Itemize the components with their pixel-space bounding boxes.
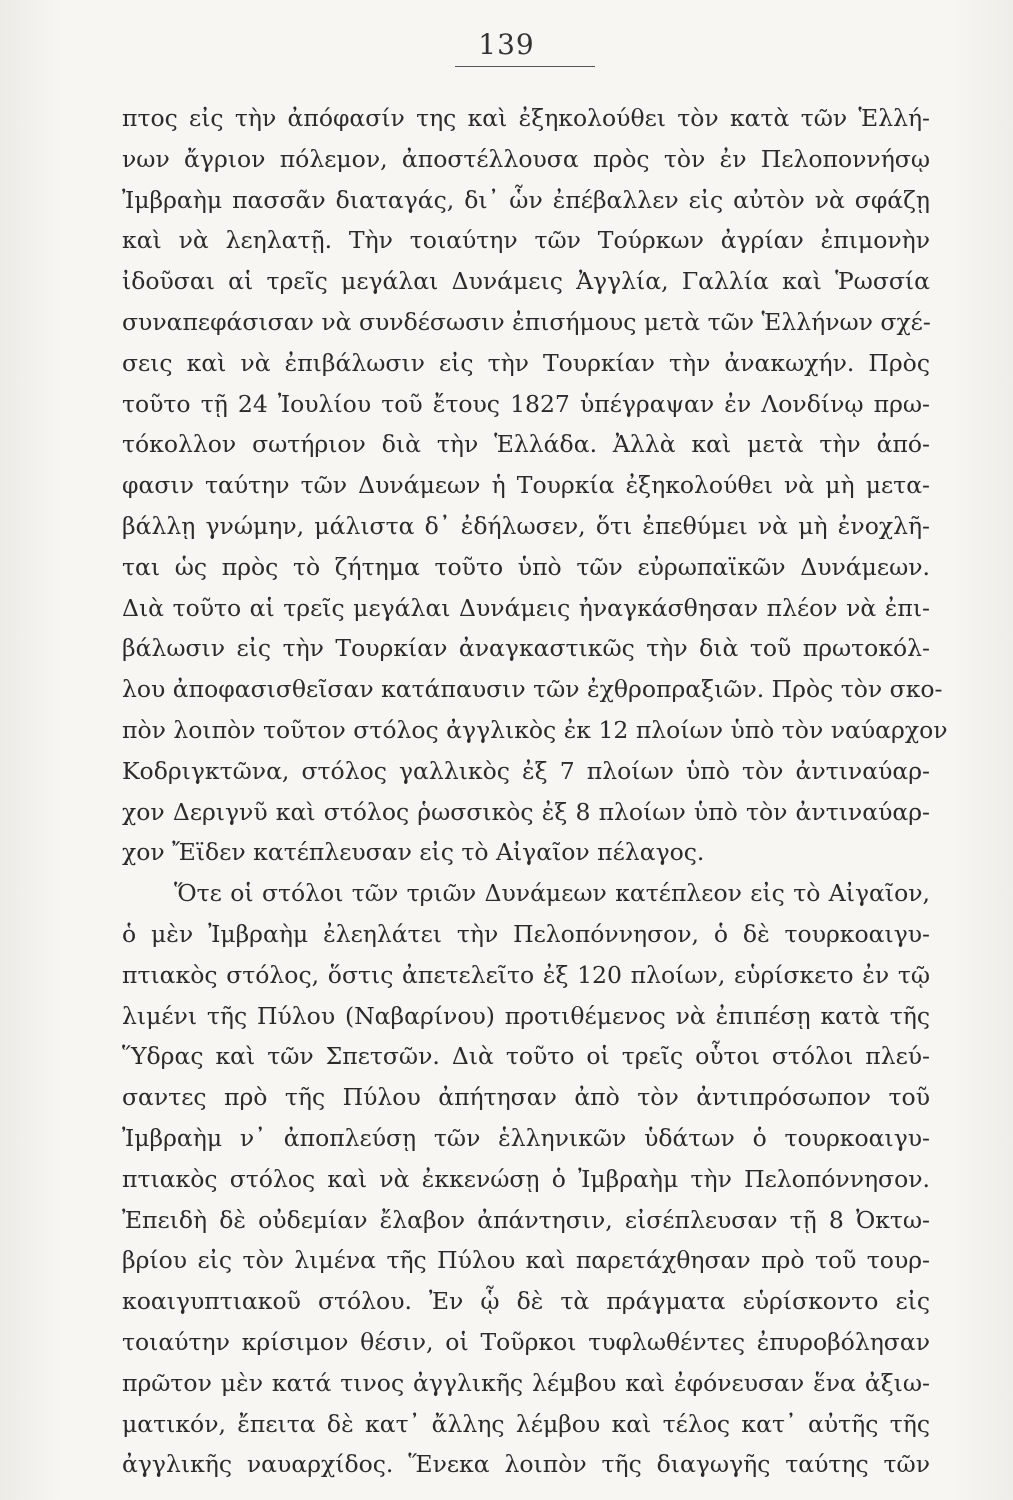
text-line: κοαιγυπτιακοῦ στόλου. Ἐν ᾧ δὲ τὰ πράγματα εὑρίσκοντο εἰς — [122, 1287, 930, 1316]
text-line: Ὅτε οἱ στόλοι τῶν τριῶν Δυνάμεων κατέπλεον εἰς τὸ Αἰγαῖον, — [174, 879, 930, 908]
text-line: καὶ νὰ λεηλατῇ. Τὴν τοιαύτην τῶν Τούρκων ἀγρίαν ἐπιμονὴν — [122, 226, 930, 255]
body-text — [122, 98, 948, 1485]
text-line: Κοδριγκτῶνα, στόλος γαλλικὸς ἐξ 7 πλοίων ὑπὸ τὸν ἀντιναύαρ- — [122, 756, 930, 785]
text-line: ὁ μὲν Ἰμβραὴμ ἐλεηλάτει τὴν Πελοπόννησον, ὁ δὲ τουρκοαιγυ- — [122, 919, 930, 948]
text-line: συναπεφάσισαν νὰ συνδέσωσιν ἐπισήμους μετὰ τῶν Ἑλλήνων σχέ- — [122, 307, 931, 336]
text-line: χον Ἔϊδεν κατέπλευσαν εἰς τὸ Αἰγαῖον πέλαγος. — [122, 838, 705, 867]
text-line: λιμένι τῆς Πύλου (Ναβαρίνου) προτιθέμενος νὰ ἐπιπέσῃ κατὰ τῆς — [122, 1001, 930, 1030]
text-line: βρίου εἰς τὸν λιμένα τῆς Πύλου καὶ παρετάχθησαν πρὸ τοῦ τουρ- — [122, 1246, 930, 1275]
header-rule — [455, 66, 595, 67]
text-line: ται ὡς πρὸς τὸ ζήτημα τοῦτο ὑπὸ τῶν εὐρωπαϊκῶν Δυνάμεων. — [122, 552, 930, 581]
text-line: πὸν λοιπὸν τοῦτον στόλος ἀγγλικὸς ἐκ 12 πλοίων ὑπὸ τὸν ναύαρχον — [122, 715, 948, 744]
text-line: ἰδοῦσαι αἱ τρεῖς μεγάλαι Δυνάμεις Ἀγγλία, Γαλλία καὶ Ῥωσσία — [122, 267, 930, 296]
text-line: πρῶτον μὲν κατά τινος ἀγγλικῆς λέμβου καὶ ἐφόνευσαν ἕνα ἀξιω- — [122, 1368, 930, 1397]
paragraph-2 — [122, 873, 930, 1485]
text-line: ματικόν, ἔπειτα δὲ κατ᾿ ἄλλης λέμβου καὶ τέλος κατ᾿ αὐτῆς τῆς — [122, 1409, 930, 1438]
text-line: χον Δεριγνῦ καὶ στόλος ῥωσσικὸς ἐξ 8 πλοίων ὑπὸ τὸν ἀντιναύαρ- — [122, 797, 930, 826]
text-line: Ὕδρας καὶ τῶν Σπετσῶν. Διὰ τοῦτο οἱ τρεῖς οὗτοι στόλοι πλεύ- — [122, 1042, 930, 1071]
text-line: σεις καὶ νὰ ἐπιβάλωσιν εἰς τὴν Τουρκίαν τὴν ἀνακωχήν. Πρὸς — [122, 348, 930, 377]
text-line: πτιακὸς στόλος, ὅστις ἀπετελεῖτο ἐξ 120 πλοίων, εὑρίσκετο ἐν τῷ — [122, 960, 930, 989]
text-line: τοῦτο τῇ 24 Ἰουλίου τοῦ ἔτους 1827 ὑπέγραψαν ἐν Λονδίνῳ πρω- — [122, 389, 930, 418]
text-line: τόκολλον σωτήριον διὰ τὴν Ἑλλάδα. Ἀλλὰ καὶ μετὰ τὴν ἀπό- — [122, 430, 930, 459]
text-line: πτιακὸς στόλος καὶ νὰ ἐκκενώσῃ ὁ Ἰμβραὴμ τὴν Πελοπόννησον. — [122, 1164, 930, 1193]
text-line: φασιν ταύτην τῶν Δυνάμεων ἡ Τουρκία ἐξηκολούθει νὰ μὴ μετα- — [122, 471, 930, 500]
text-line: σαντες πρὸ τῆς Πύλου ἀπήτησαν ἀπὸ τὸν ἀντιπρόσωπον τοῦ — [122, 1083, 930, 1112]
text-line: νων ἄγριον πόλεμον, ἀποστέλλουσα πρὸς τὸν ἐν Πελοποννήσῳ — [122, 144, 930, 173]
page-number: 139 — [478, 28, 535, 61]
text-line: Διὰ τοῦτο αἱ τρεῖς μεγάλαι Δυνάμεις ἠναγκάσθησαν πλέον νὰ ἐπι- — [122, 593, 930, 622]
text-line: πτος εἰς τὴν ἀπόφασίν της καὶ ἐξηκολούθει τὸν κατὰ τῶν Ἑλλή- — [122, 104, 930, 132]
text-line: Ἰμβραὴμ πασσᾶν διαταγάς, δι᾿ ὧν ἐπέβαλλεν εἰς αὐτὸν νὰ σφάζῃ — [122, 185, 930, 214]
text-line: ἀγγλικῆς ναυαρχίδος. Ἕνεκα λοιπὸν τῆς διαγωγῆς ταύτης τῶν — [122, 1450, 930, 1479]
paragraph-1 — [122, 98, 948, 873]
text-line: τοιαύτην κρίσιμον θέσιν, οἱ Τοῦρκοι τυφλωθέντες ἐπυροβόλησαν — [122, 1327, 930, 1356]
text-line: Ἐπειδὴ δὲ οὐδεμίαν ἔλαβον ἀπάντησιν, εἰσέπλευσαν τῇ 8 Ὀκτω- — [122, 1205, 930, 1234]
text-line: λου ἀποφασισθεῖσαν κατάπαυσιν τῶν ἐχθροπραξιῶν. Πρὸς τὸν σκο- — [122, 675, 943, 704]
text-line: Ἰμβραὴμ ν᾿ ἀποπλεύσῃ τῶν ἑλληνικῶν ὑδάτων ὁ τουρκοαιγυ- — [122, 1123, 930, 1152]
text-line: βάλλῃ γνώμην, μάλιστα δ᾿ ἐδήλωσεν, ὅτι ἐπεθύμει νὰ μὴ ἐνοχλῆ- — [122, 511, 930, 540]
text-line: βάλωσιν εἰς τὴν Τουρκίαν ἀναγκαστικῶς τὴν διὰ τοῦ πρωτοκόλ- — [122, 634, 930, 663]
